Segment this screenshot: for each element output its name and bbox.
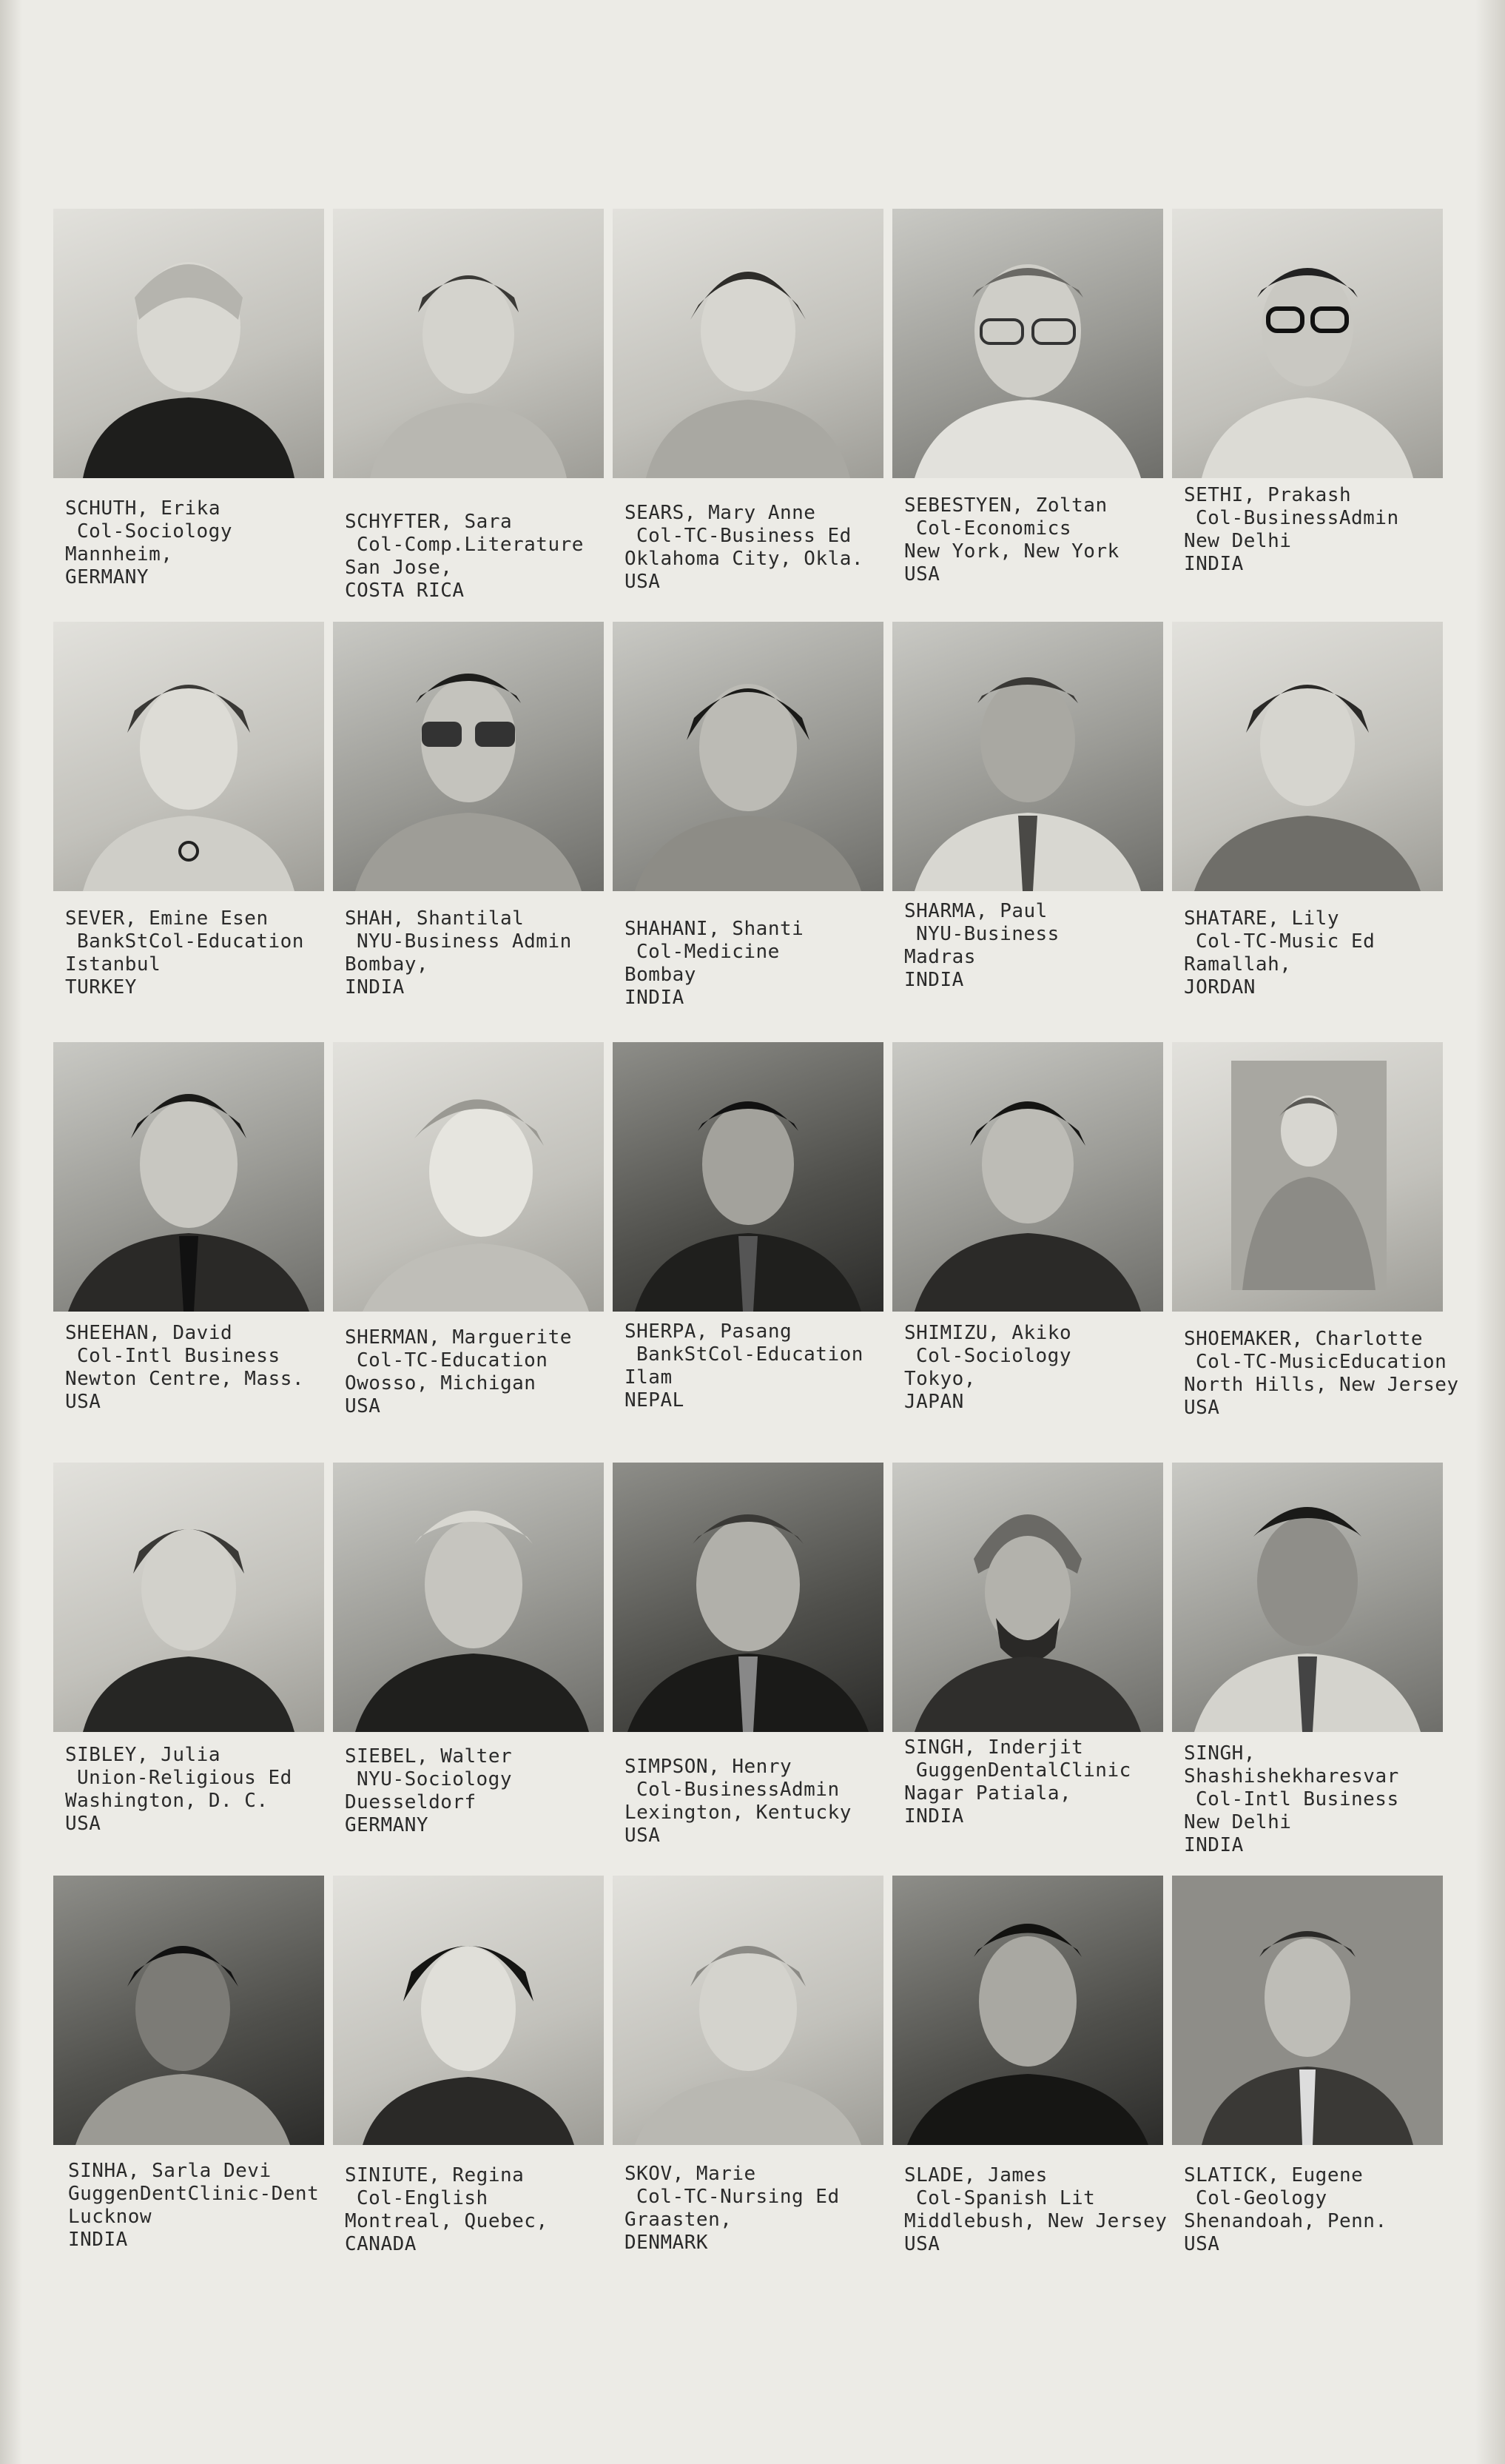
person-program: Col-BusinessAdmin	[636, 1779, 840, 1801]
person-program: Col-TC-Nursing Ed	[636, 2186, 840, 2208]
person-country: CANADA	[345, 2233, 417, 2255]
person-card	[330, 1042, 610, 1463]
person-program: Col-TC-Education	[357, 1349, 548, 1372]
person-program: Union-Religious Ed	[77, 1767, 292, 1789]
person-country: INDIA	[1184, 553, 1244, 575]
person-city: Graasten,	[624, 2209, 733, 2231]
portrait-photo	[53, 1876, 324, 2145]
person-name: SLADE, James	[904, 2164, 1048, 2186]
person-card	[889, 622, 1169, 1042]
portrait-photo	[333, 1042, 604, 1312]
person-program-secondary: Col-Intl Business	[1196, 1788, 1399, 1810]
person-country: COSTA RICA	[345, 580, 465, 602]
person-name: SIEBEL, Walter	[345, 1745, 513, 1768]
person-name: SEBESTYEN, Zoltan	[904, 494, 1108, 517]
person-city: Bombay	[624, 964, 696, 986]
person-country: GERMANY	[65, 566, 149, 588]
person-city: Lucknow	[68, 2206, 152, 2228]
person-program: Col-Geology	[1196, 2187, 1327, 2209]
person-caption	[904, 494, 1163, 586]
person-program: Col-Sociology	[77, 520, 232, 543]
person-card	[50, 209, 330, 629]
person-card	[330, 622, 610, 1042]
person-card	[50, 1876, 330, 2296]
person-caption	[345, 1326, 604, 1418]
person-program: Col-BusinessAdmin	[1196, 507, 1399, 529]
person-caption	[1184, 1328, 1459, 1420]
directory-row-2	[50, 622, 1449, 1042]
person-name: SCHUTH, Erika	[65, 497, 220, 520]
person-program: BankStCol-Education	[636, 1343, 863, 1366]
person-card	[610, 622, 889, 1042]
portrait-photo	[53, 1463, 324, 1732]
person-country: USA	[1184, 1397, 1220, 1419]
person-card	[610, 1463, 889, 1883]
page-edge-right	[1475, 0, 1505, 2464]
directory-row-4	[50, 1463, 1449, 1883]
person-caption	[904, 900, 1163, 992]
person-city: Washington, D. C.	[65, 1790, 269, 1812]
person-country: INDIA	[624, 987, 684, 1009]
person-city: Oklahoma City, Okla.	[624, 548, 864, 570]
person-country: INDIA	[68, 2229, 128, 2251]
person-program: Col-Economics	[916, 517, 1071, 540]
person-caption	[65, 497, 324, 589]
person-country: INDIA	[904, 969, 964, 991]
person-card	[889, 1042, 1169, 1463]
portrait-photo	[53, 209, 324, 478]
person-program: NYU-Sociology	[357, 1768, 512, 1790]
portrait-photo	[1172, 1042, 1443, 1312]
person-name: SINIUTE, Regina	[345, 2164, 525, 2186]
person-country: USA	[624, 1824, 661, 1847]
directory-row-3	[50, 1042, 1459, 1463]
person-card	[1169, 1876, 1449, 2296]
person-city: Owosso, Michigan	[345, 1372, 536, 1394]
person-program: NYU-Business	[916, 923, 1060, 945]
person-country: DENMARK	[624, 2232, 709, 2254]
person-caption	[1184, 2164, 1443, 2256]
person-card	[610, 1042, 889, 1463]
person-country: JAPAN	[904, 1391, 964, 1413]
person-name: SHARMA, Paul	[904, 900, 1048, 922]
person-name: SEVER, Emine Esen	[65, 907, 269, 930]
person-country: USA	[65, 1813, 101, 1835]
portrait-photo	[613, 1876, 883, 2145]
person-city: Madras	[904, 946, 976, 968]
person-name: SHATARE, Lily	[1184, 907, 1339, 930]
person-program: Col-Intl Business	[77, 1345, 280, 1367]
person-card	[50, 622, 330, 1042]
person-program: Col-Sociology	[916, 1345, 1071, 1367]
person-name: SHAH, Shantilal	[345, 907, 525, 930]
person-city: Ilam	[624, 1366, 673, 1389]
person-city: Bombay,	[345, 953, 429, 976]
person-card	[889, 1463, 1169, 1883]
portrait-photo	[613, 1042, 883, 1312]
person-caption	[345, 511, 604, 602]
portrait-photo	[333, 1463, 604, 1732]
person-name: SIMPSON, Henry	[624, 1756, 792, 1778]
person-name: SHIMIZU, Akiko	[904, 1322, 1072, 1344]
directory-row-1	[50, 209, 1449, 629]
person-country: USA	[345, 1395, 381, 1417]
person-city: Istanbul	[65, 953, 161, 976]
person-caption	[345, 2164, 604, 2256]
person-caption	[345, 1745, 604, 1837]
person-country: USA	[904, 2233, 940, 2255]
person-city: North Hills, New Jersey	[1184, 1374, 1459, 1396]
portrait-photo	[1172, 209, 1443, 478]
person-card	[889, 1876, 1169, 2296]
person-program: Col-TC-MusicEducation	[1196, 1351, 1447, 1373]
person-city: Tokyo,	[904, 1368, 976, 1390]
person-card	[50, 1463, 330, 1883]
portrait-photo	[892, 1876, 1163, 2145]
person-card	[330, 209, 610, 629]
person-country: USA	[904, 563, 940, 585]
person-name: SINGH, Inderjit	[904, 1736, 1084, 1759]
person-program: Col-Spanish Lit	[916, 2187, 1096, 2209]
person-program: Col-TC-Music Ed	[1196, 930, 1376, 953]
person-name: SINHA, Sarla Devi	[68, 2160, 272, 2182]
portrait-photo	[333, 209, 604, 478]
person-city: Duesseldorf	[345, 1791, 477, 1813]
person-program: Col-TC-Business Ed	[636, 525, 852, 547]
person-card	[1169, 1042, 1459, 1463]
person-card	[50, 1042, 330, 1463]
person-name: SHERMAN, Marguerite	[345, 1326, 572, 1349]
person-caption	[904, 2164, 1168, 2256]
portrait-photo	[333, 1876, 604, 2145]
person-program: Col-Comp.Literature	[357, 534, 584, 556]
page-edge-left	[0, 0, 22, 2464]
person-country: GERMANY	[345, 1814, 429, 1836]
person-country: JORDAN	[1184, 976, 1256, 998]
portrait-photo	[1172, 622, 1443, 891]
person-caption	[65, 907, 324, 999]
person-name: SHAHANI, Shanti	[624, 918, 804, 940]
person-card	[610, 1876, 889, 2296]
person-card	[1169, 209, 1449, 629]
person-city: Montreal, Quebec,	[345, 2210, 548, 2232]
person-card	[330, 1463, 610, 1883]
person-caption	[65, 1744, 324, 1836]
person-caption	[65, 1322, 324, 1414]
person-name: SETHI, Prakash	[1184, 484, 1352, 506]
person-city: Mannheim,	[65, 543, 173, 565]
portrait-photo	[1172, 1463, 1443, 1732]
person-city: Shenandoah, Penn.	[1184, 2210, 1387, 2232]
directory-row-5	[50, 1876, 1449, 2296]
person-caption	[345, 907, 604, 999]
person-city: New York, New York	[904, 540, 1120, 563]
person-city: New Delhi	[1184, 530, 1292, 552]
person-country: INDIA	[345, 976, 405, 998]
person-country: NEPAL	[624, 1389, 684, 1411]
portrait-photo	[892, 1463, 1163, 1732]
person-caption	[904, 1322, 1163, 1414]
person-card	[889, 209, 1169, 629]
portrait-photo	[53, 622, 324, 891]
person-program: GuggenDentClinic-Dent	[68, 2183, 320, 2205]
person-country: INDIA	[1184, 1834, 1244, 1856]
person-program: BankStCol-Education	[77, 930, 304, 953]
person-country: USA	[65, 1391, 101, 1413]
person-card	[330, 1876, 610, 2296]
person-name: SEARS, Mary Anne	[624, 502, 816, 524]
portrait-photo	[892, 209, 1163, 478]
person-program: Shashishekharesvar	[1184, 1765, 1399, 1787]
person-city: Lexington, Kentucky	[624, 1802, 852, 1824]
person-country: INDIA	[904, 1805, 964, 1827]
person-program: Col-English	[357, 2187, 488, 2209]
person-caption	[624, 2163, 883, 2255]
person-name: SIBLEY, Julia	[65, 1744, 220, 1766]
portrait-photo	[1172, 1876, 1443, 2145]
portrait-photo	[892, 622, 1163, 891]
person-caption	[624, 918, 883, 1010]
person-caption	[624, 1320, 883, 1412]
person-country: USA	[624, 571, 661, 593]
portrait-photo	[613, 209, 883, 478]
portrait-photo	[613, 1463, 883, 1732]
person-name: SCHYFTER, Sara	[345, 511, 513, 533]
person-caption	[624, 502, 883, 594]
portrait-photo	[53, 1042, 324, 1312]
person-city: San Jose,	[345, 557, 453, 579]
person-name: SLATICK, Eugene	[1184, 2164, 1364, 2186]
person-city: Middlebush, New Jersey	[904, 2210, 1168, 2232]
person-caption	[68, 2160, 327, 2252]
person-name: SINGH,	[1184, 1742, 1256, 1765]
person-name: SHERPA, Pasang	[624, 1320, 792, 1343]
person-program: Col-Medicine	[636, 941, 780, 963]
person-city: New Delhi	[1184, 1811, 1292, 1833]
person-caption	[1184, 1742, 1443, 1857]
person-caption	[1184, 484, 1443, 576]
person-card	[1169, 1463, 1449, 1883]
person-name: SHOEMAKER, Charlotte	[1184, 1328, 1424, 1350]
person-caption	[904, 1736, 1163, 1828]
person-card	[610, 209, 889, 629]
portrait-photo	[892, 1042, 1163, 1312]
person-name: SHEEHAN, David	[65, 1322, 233, 1344]
portrait-photo	[333, 622, 604, 891]
person-caption	[1184, 907, 1443, 999]
person-card	[1169, 622, 1449, 1042]
person-city: Newton Centre, Mass.	[65, 1368, 305, 1390]
person-program: GuggenDentalClinic	[916, 1759, 1131, 1782]
person-country: TURKEY	[65, 976, 137, 998]
portrait-photo	[613, 622, 883, 891]
person-program: NYU-Business Admin	[357, 930, 572, 953]
person-name: SKOV, Marie	[624, 2163, 756, 2185]
person-country: USA	[1184, 2233, 1220, 2255]
person-city: Ramallah,	[1184, 953, 1292, 976]
person-caption	[624, 1756, 883, 1847]
person-city: Nagar Patiala,	[904, 1782, 1072, 1805]
